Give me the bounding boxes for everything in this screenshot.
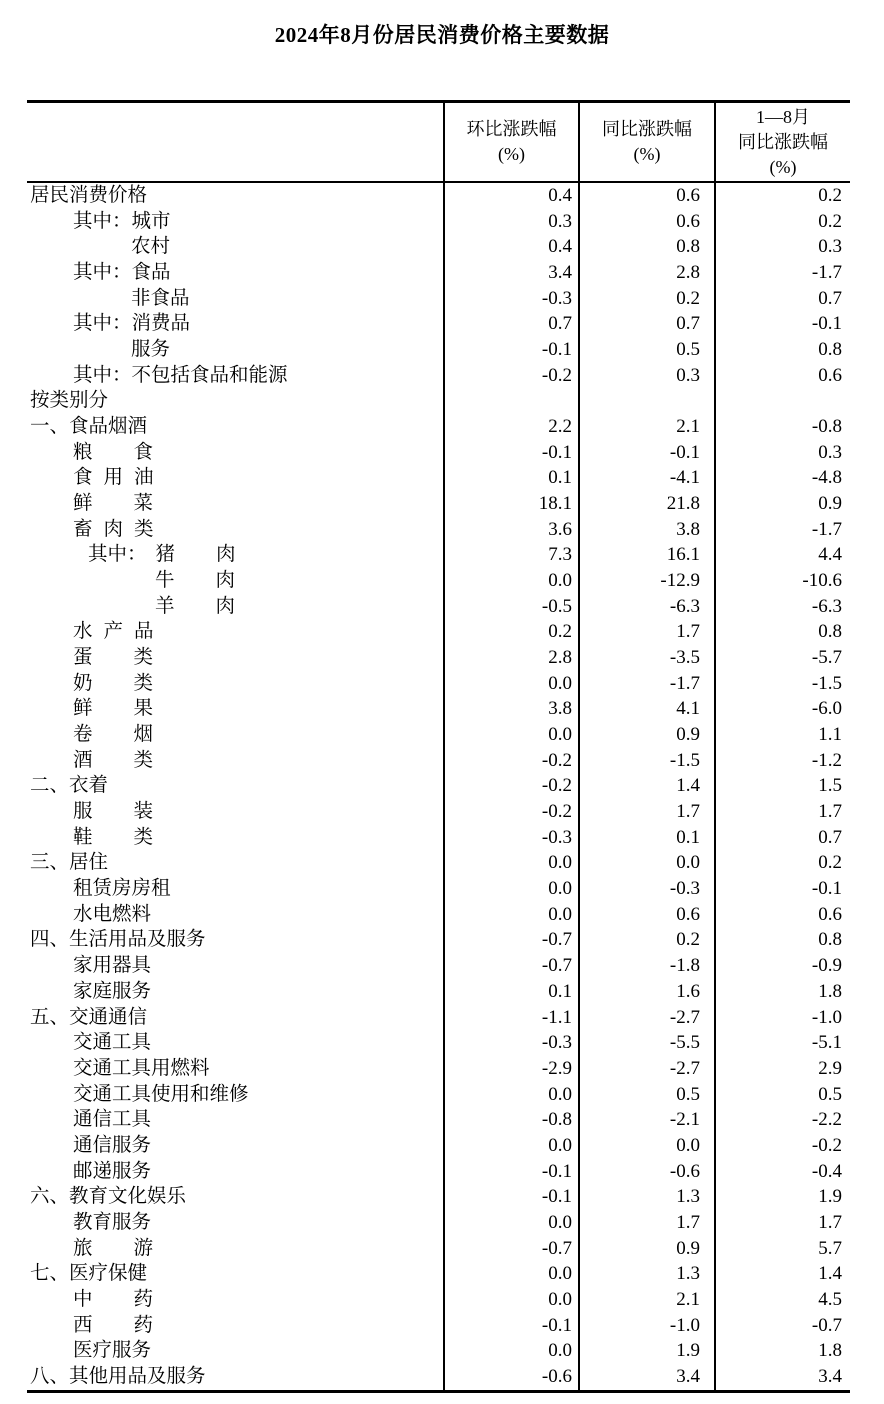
table-row bbox=[27, 1082, 850, 1108]
table-row bbox=[27, 748, 850, 774]
row-label: 家用器具 bbox=[73, 955, 152, 977]
cell-ytd: -4.8 bbox=[714, 465, 850, 491]
cell-yoy: 3.4 bbox=[578, 1364, 714, 1390]
table-row bbox=[27, 1107, 850, 1133]
row-label: 服务 bbox=[131, 339, 171, 361]
table-row bbox=[27, 876, 850, 902]
row-label bbox=[27, 542, 443, 568]
row-label bbox=[27, 825, 443, 851]
cell-mom: 0.0 bbox=[443, 1287, 578, 1313]
table-row bbox=[27, 773, 850, 799]
table-row bbox=[27, 1287, 850, 1313]
row-label bbox=[27, 696, 443, 722]
row-label: 其中：消费品 bbox=[73, 313, 191, 335]
table-row bbox=[27, 1159, 850, 1185]
cell-ytd: 0.5 bbox=[714, 1082, 850, 1108]
table-row bbox=[27, 234, 850, 260]
table-row bbox=[27, 953, 850, 979]
table-row bbox=[27, 1030, 850, 1056]
cell-ytd: 1.8 bbox=[714, 1338, 850, 1364]
row-label: 其中：不包括食品和能源 bbox=[73, 364, 288, 386]
row-label-text: 粮食 bbox=[73, 441, 195, 463]
row-label bbox=[27, 440, 443, 466]
row-label: 交通工具用燃料 bbox=[73, 1057, 210, 1079]
cell-mom: 0.0 bbox=[443, 722, 578, 748]
cell-yoy: 3.8 bbox=[578, 517, 714, 543]
cell-mom: 0.0 bbox=[443, 1210, 578, 1236]
cell-mom: 0.0 bbox=[443, 850, 578, 876]
cell-ytd: -0.1 bbox=[714, 876, 850, 902]
row-label-text: 食用油 bbox=[73, 467, 165, 489]
cell-yoy: -5.5 bbox=[578, 1030, 714, 1056]
row-label bbox=[27, 1236, 443, 1262]
cell-yoy: 0.5 bbox=[578, 337, 714, 363]
cell-mom: 7.3 bbox=[443, 542, 578, 568]
cell-yoy: 1.7 bbox=[578, 1210, 714, 1236]
cell-yoy: -3.5 bbox=[578, 645, 714, 671]
cell-mom: 0.3 bbox=[443, 209, 578, 235]
row-label-text: 羊肉 bbox=[155, 595, 277, 617]
cell-mom: 0.0 bbox=[443, 1338, 578, 1364]
cell-yoy: 1.9 bbox=[578, 1338, 714, 1364]
row-label bbox=[27, 722, 443, 748]
cell-mom: -0.7 bbox=[443, 927, 578, 953]
cell-yoy: 2.8 bbox=[578, 260, 714, 286]
cell-mom: -0.2 bbox=[443, 799, 578, 825]
cell-ytd: 0.8 bbox=[714, 619, 850, 645]
cell-yoy: 0.6 bbox=[578, 902, 714, 928]
cell-ytd: 0.8 bbox=[714, 927, 850, 953]
cell-ytd: -0.8 bbox=[714, 414, 850, 440]
cell-yoy: 0.2 bbox=[578, 286, 714, 312]
row-label bbox=[27, 671, 443, 697]
cell-yoy: 0.6 bbox=[578, 183, 714, 209]
cell-ytd: 0.2 bbox=[714, 850, 850, 876]
table-row bbox=[27, 414, 850, 440]
row-label: 通信工具 bbox=[73, 1109, 152, 1131]
cell-yoy: 0.9 bbox=[578, 722, 714, 748]
cell-yoy: -1.5 bbox=[578, 748, 714, 774]
cell-yoy: 16.1 bbox=[578, 542, 714, 568]
row-label bbox=[27, 517, 443, 543]
cell-mom: -0.1 bbox=[443, 1159, 578, 1185]
row-label bbox=[27, 568, 443, 594]
table-row bbox=[27, 850, 850, 876]
cell-yoy: 1.3 bbox=[578, 1261, 714, 1287]
cell-yoy: 4.1 bbox=[578, 696, 714, 722]
row-label-prefix: 其中： bbox=[73, 313, 132, 335]
cell-ytd: 1.9 bbox=[714, 1184, 850, 1210]
table-row bbox=[27, 1364, 850, 1390]
cell-mom: 0.0 bbox=[443, 902, 578, 928]
cell-mom: -0.2 bbox=[443, 748, 578, 774]
row-label-text: 服装 bbox=[73, 801, 195, 823]
row-label-prefix: 其中： bbox=[88, 544, 147, 566]
cell-ytd: 0.7 bbox=[714, 825, 850, 851]
cell-mom: -0.1 bbox=[443, 440, 578, 466]
cell-ytd: -0.9 bbox=[714, 953, 850, 979]
cell-yoy: -0.1 bbox=[578, 440, 714, 466]
row-label: 三、居住 bbox=[30, 852, 109, 874]
row-label: 一、食品烟酒 bbox=[30, 416, 148, 438]
cell-mom: -1.1 bbox=[443, 1005, 578, 1031]
row-label: 四、生活用品及服务 bbox=[30, 929, 206, 951]
table-row bbox=[27, 260, 850, 286]
row-label: 按类别分 bbox=[30, 390, 109, 412]
cell-mom: -0.3 bbox=[443, 825, 578, 851]
table-row bbox=[27, 517, 850, 543]
table-header-row bbox=[27, 103, 850, 183]
cell-mom: 0.0 bbox=[443, 568, 578, 594]
cell-ytd: -10.6 bbox=[714, 568, 850, 594]
row-label bbox=[27, 748, 443, 774]
cell-ytd: 4.4 bbox=[714, 542, 850, 568]
row-label bbox=[27, 465, 443, 491]
cell-yoy: 0.9 bbox=[578, 1236, 714, 1262]
table-row bbox=[27, 825, 850, 851]
row-label bbox=[27, 594, 443, 620]
cell-yoy: 1.3 bbox=[578, 1184, 714, 1210]
table-row bbox=[27, 465, 850, 491]
row-label: 农村 bbox=[131, 236, 171, 258]
row-label: 非食品 bbox=[131, 287, 190, 309]
cell-yoy: -4.1 bbox=[578, 465, 714, 491]
table-row bbox=[27, 979, 850, 1005]
cell-yoy: 0.1 bbox=[578, 825, 714, 851]
table-row bbox=[27, 568, 850, 594]
cell-yoy: 1.7 bbox=[578, 799, 714, 825]
cell-yoy: -2.7 bbox=[578, 1056, 714, 1082]
header-mom-line1: 环比涨跌幅 bbox=[466, 119, 557, 139]
cell-ytd: -0.2 bbox=[714, 1133, 850, 1159]
row-label-text: 酒类 bbox=[73, 749, 195, 771]
table-row bbox=[27, 1210, 850, 1236]
table-row bbox=[27, 440, 850, 466]
cell-ytd: 1.5 bbox=[714, 773, 850, 799]
cell-mom: 2.2 bbox=[443, 414, 578, 440]
row-label: 家庭服务 bbox=[73, 980, 152, 1002]
page-title: 2024年8月份居民消费价格主要数据 bbox=[274, 23, 610, 47]
cell-ytd: -6.0 bbox=[714, 696, 850, 722]
table-row bbox=[27, 1133, 850, 1159]
row-label bbox=[27, 1313, 443, 1339]
row-label: 水电燃料 bbox=[73, 903, 152, 925]
cell-mom bbox=[443, 388, 578, 414]
cell-yoy: 0.7 bbox=[578, 311, 714, 337]
row-label-text: 鲜果 bbox=[73, 698, 195, 720]
table-row bbox=[27, 491, 850, 517]
row-label: 邮递服务 bbox=[73, 1160, 152, 1182]
row-label-text: 鞋类 bbox=[73, 826, 195, 848]
row-label: 教育服务 bbox=[73, 1211, 152, 1233]
row-label bbox=[27, 1287, 443, 1313]
table-row bbox=[27, 209, 850, 235]
table-row bbox=[27, 1184, 850, 1210]
cell-yoy: 0.3 bbox=[578, 363, 714, 389]
row-label-text: 卷烟 bbox=[73, 724, 195, 746]
cell-ytd: 0.6 bbox=[714, 902, 850, 928]
cell-ytd: 2.9 bbox=[714, 1056, 850, 1082]
cell-ytd: -0.1 bbox=[714, 311, 850, 337]
cell-yoy: -2.1 bbox=[578, 1107, 714, 1133]
cell-mom: 0.2 bbox=[443, 619, 578, 645]
cell-mom: 0.4 bbox=[443, 234, 578, 260]
cell-ytd: 1.4 bbox=[714, 1261, 850, 1287]
cell-mom: 0.0 bbox=[443, 1082, 578, 1108]
cell-ytd: -1.7 bbox=[714, 260, 850, 286]
table-row bbox=[27, 1338, 850, 1364]
row-label: 五、交通通信 bbox=[30, 1006, 148, 1028]
table-row bbox=[27, 363, 850, 389]
header-yoy-line1: 同比涨跌幅 bbox=[602, 119, 692, 139]
table-row bbox=[27, 594, 850, 620]
cell-yoy: 2.1 bbox=[578, 414, 714, 440]
row-label bbox=[27, 491, 443, 517]
cell-ytd: 0.9 bbox=[714, 491, 850, 517]
header-ytd bbox=[714, 103, 850, 181]
table-row bbox=[27, 1261, 850, 1287]
cell-yoy: -1.8 bbox=[578, 953, 714, 979]
table-row bbox=[27, 1313, 850, 1339]
row-label bbox=[27, 619, 443, 645]
cell-yoy bbox=[578, 388, 714, 414]
cell-yoy: -1.0 bbox=[578, 1313, 714, 1339]
cell-mom: 2.8 bbox=[443, 645, 578, 671]
cell-ytd: -1.7 bbox=[714, 517, 850, 543]
row-label-text: 猪肉 bbox=[155, 544, 277, 566]
cell-ytd: -0.7 bbox=[714, 1313, 850, 1339]
cell-mom: -0.1 bbox=[443, 337, 578, 363]
table-row bbox=[27, 183, 850, 209]
row-label-prefix: 其中： bbox=[73, 364, 132, 386]
cell-ytd: -0.4 bbox=[714, 1159, 850, 1185]
cell-mom: 0.0 bbox=[443, 671, 578, 697]
table-row bbox=[27, 388, 850, 414]
cell-yoy: -0.6 bbox=[578, 1159, 714, 1185]
cell-ytd: 0.2 bbox=[714, 209, 850, 235]
cell-yoy: 0.2 bbox=[578, 927, 714, 953]
cell-ytd: 0.6 bbox=[714, 363, 850, 389]
cell-yoy: 0.5 bbox=[578, 1082, 714, 1108]
cell-ytd: -5.7 bbox=[714, 645, 850, 671]
cell-mom: 18.1 bbox=[443, 491, 578, 517]
cell-ytd: 1.8 bbox=[714, 979, 850, 1005]
cell-mom: -0.3 bbox=[443, 286, 578, 312]
cell-yoy: 1.4 bbox=[578, 773, 714, 799]
row-label-text: 畜肉类 bbox=[73, 518, 165, 540]
row-label bbox=[27, 645, 443, 671]
table-row bbox=[27, 286, 850, 312]
row-label: 七、医疗保健 bbox=[30, 1263, 148, 1285]
table-row bbox=[27, 337, 850, 363]
cell-mom: -0.7 bbox=[443, 953, 578, 979]
cell-mom: 0.7 bbox=[443, 311, 578, 337]
cell-ytd: -6.3 bbox=[714, 594, 850, 620]
cell-ytd: 3.4 bbox=[714, 1364, 850, 1390]
cell-yoy: 0.6 bbox=[578, 209, 714, 235]
cell-ytd: -1.5 bbox=[714, 671, 850, 697]
cell-yoy: 21.8 bbox=[578, 491, 714, 517]
cell-ytd: 0.3 bbox=[714, 234, 850, 260]
row-label: 医疗服务 bbox=[73, 1340, 152, 1362]
table-row bbox=[27, 542, 850, 568]
cell-mom: -0.6 bbox=[443, 1364, 578, 1390]
cell-mom: -0.3 bbox=[443, 1030, 578, 1056]
cell-mom: 0.0 bbox=[443, 1261, 578, 1287]
cell-mom: -0.5 bbox=[443, 594, 578, 620]
cell-ytd: 0.3 bbox=[714, 440, 850, 466]
cell-yoy: -1.7 bbox=[578, 671, 714, 697]
header-yoy bbox=[578, 103, 714, 181]
cell-yoy: 0.8 bbox=[578, 234, 714, 260]
table-body bbox=[27, 183, 850, 1390]
cell-mom: -0.1 bbox=[443, 1313, 578, 1339]
cell-ytd: 1.7 bbox=[714, 799, 850, 825]
cell-mom: -2.9 bbox=[443, 1056, 578, 1082]
cell-ytd: -2.2 bbox=[714, 1107, 850, 1133]
row-label-text: 牛肉 bbox=[155, 570, 277, 592]
table-row bbox=[27, 927, 850, 953]
cell-mom: 3.4 bbox=[443, 260, 578, 286]
cell-mom: 0.1 bbox=[443, 979, 578, 1005]
cell-mom: -0.8 bbox=[443, 1107, 578, 1133]
row-label: 交通工具 bbox=[73, 1032, 152, 1054]
row-label-text: 奶类 bbox=[73, 672, 195, 694]
row-label: 租赁房房租 bbox=[73, 878, 171, 900]
header-mom-line2: (%) bbox=[498, 144, 525, 164]
table-row bbox=[27, 619, 850, 645]
row-label-prefix: 其中： bbox=[73, 262, 132, 284]
header-ytd-line2: 同比涨跌幅 bbox=[738, 131, 828, 152]
table-row bbox=[27, 311, 850, 337]
cell-ytd: -1.0 bbox=[714, 1005, 850, 1031]
header-yoy-line2: (%) bbox=[633, 144, 661, 164]
cell-mom: -0.7 bbox=[443, 1236, 578, 1262]
cell-yoy: -2.7 bbox=[578, 1005, 714, 1031]
cell-yoy: -12.9 bbox=[578, 568, 714, 594]
table-row bbox=[27, 1056, 850, 1082]
cell-mom: 0.0 bbox=[443, 1133, 578, 1159]
cell-ytd: -1.2 bbox=[714, 748, 850, 774]
header-ytd-line1: 1—8月 bbox=[756, 106, 810, 127]
row-label: 通信服务 bbox=[73, 1134, 152, 1156]
cell-ytd: -5.1 bbox=[714, 1030, 850, 1056]
cell-ytd: 4.5 bbox=[714, 1287, 850, 1313]
cpi-table bbox=[27, 100, 850, 1393]
table-row bbox=[27, 799, 850, 825]
table-row bbox=[27, 696, 850, 722]
table-row bbox=[27, 1005, 850, 1031]
row-label-text: 旅游 bbox=[73, 1237, 195, 1259]
header-indicator-blank bbox=[27, 103, 443, 181]
header-mom bbox=[443, 103, 578, 181]
cell-yoy: 1.7 bbox=[578, 619, 714, 645]
table-row bbox=[27, 671, 850, 697]
row-label: 交通工具使用和维修 bbox=[73, 1083, 249, 1105]
cell-yoy: 2.1 bbox=[578, 1287, 714, 1313]
cell-mom: 0.0 bbox=[443, 876, 578, 902]
cell-yoy: -0.3 bbox=[578, 876, 714, 902]
cell-yoy: 0.0 bbox=[578, 1133, 714, 1159]
row-label: 二、衣着 bbox=[30, 775, 109, 797]
cell-ytd: 0.2 bbox=[714, 183, 850, 209]
row-label-text: 水产品 bbox=[73, 621, 165, 643]
cell-ytd: 0.8 bbox=[714, 337, 850, 363]
cell-mom: -0.2 bbox=[443, 363, 578, 389]
row-label bbox=[27, 799, 443, 825]
cell-yoy: 0.0 bbox=[578, 850, 714, 876]
table-row bbox=[27, 645, 850, 671]
row-label-text: 西药 bbox=[73, 1314, 195, 1336]
table-row bbox=[27, 902, 850, 928]
header-ytd-line3: (%) bbox=[769, 156, 797, 177]
cell-yoy: 1.6 bbox=[578, 979, 714, 1005]
table-row bbox=[27, 722, 850, 748]
row-label-text: 中药 bbox=[73, 1288, 195, 1310]
cell-yoy: -6.3 bbox=[578, 594, 714, 620]
cell-mom: 3.8 bbox=[443, 696, 578, 722]
cell-mom: -0.1 bbox=[443, 1184, 578, 1210]
cell-mom: 3.6 bbox=[443, 517, 578, 543]
cell-ytd: 1.1 bbox=[714, 722, 850, 748]
row-label-text: 蛋类 bbox=[73, 647, 195, 669]
table-row bbox=[27, 1236, 850, 1262]
row-label: 八、其他用品及服务 bbox=[30, 1365, 206, 1387]
row-label: 六、教育文化娱乐 bbox=[30, 1186, 187, 1208]
row-label: 其中：食品 bbox=[73, 262, 171, 284]
row-label-prefix: 其中： bbox=[73, 210, 132, 232]
cell-mom: 0.4 bbox=[443, 183, 578, 209]
cell-ytd: 0.7 bbox=[714, 286, 850, 312]
cell-ytd bbox=[714, 388, 850, 414]
cell-mom: 0.1 bbox=[443, 465, 578, 491]
cell-mom: -0.2 bbox=[443, 773, 578, 799]
row-label: 其中：城市 bbox=[73, 210, 171, 232]
cell-ytd: 1.7 bbox=[714, 1210, 850, 1236]
row-label-text: 鲜菜 bbox=[73, 493, 195, 515]
row-label: 居民消费价格 bbox=[30, 185, 148, 206]
cell-ytd: 5.7 bbox=[714, 1236, 850, 1262]
